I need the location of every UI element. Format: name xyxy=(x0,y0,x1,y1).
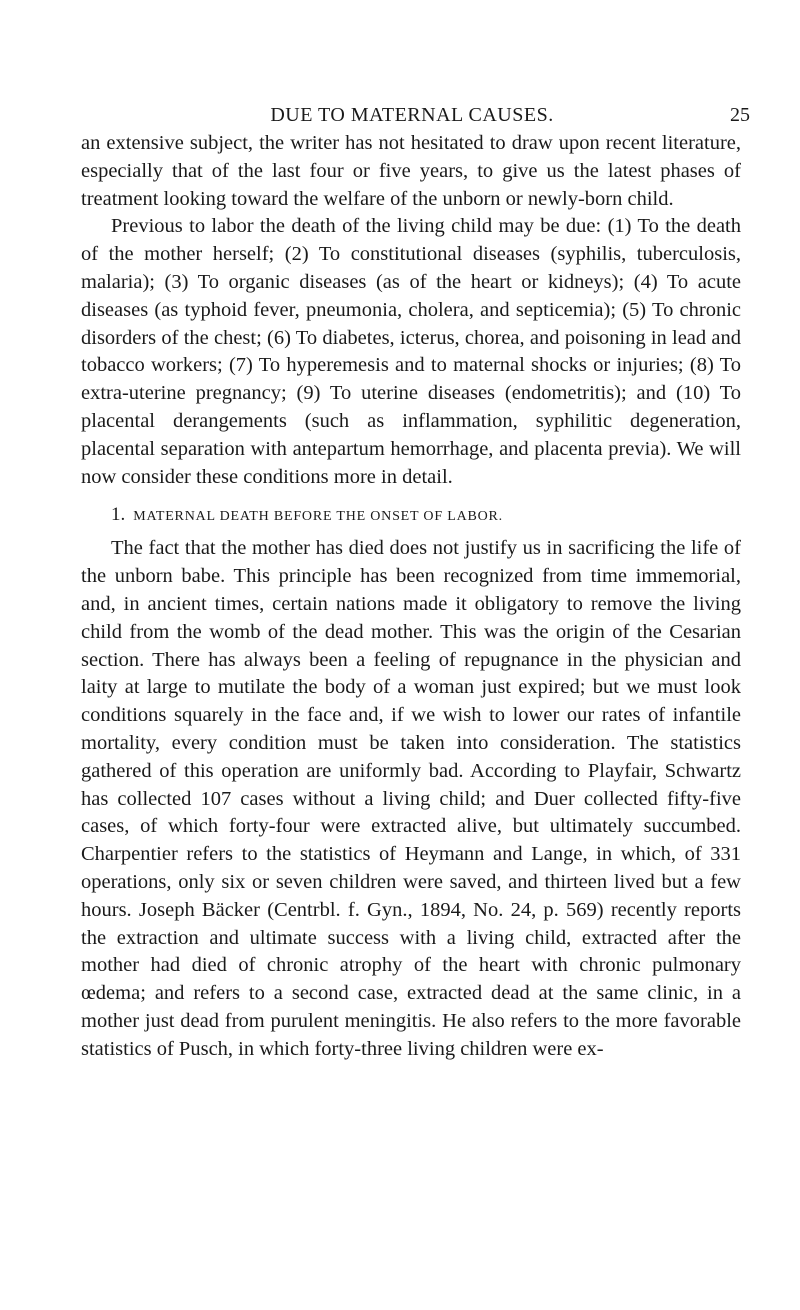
body-text xyxy=(81,130,741,1064)
page-number: 25 xyxy=(730,104,750,126)
running-title: DUE TO MATERNAL CAUSES. xyxy=(270,104,554,126)
section-number: 1. xyxy=(111,504,126,526)
paragraph-causes-list: Previous to labor the death of the living child may be due: (1) To the death of the mother herself; (2) To constitutional diseases (syphilis, tuberculosis, malaria); (3) To organic diseases (as of the heart or kidneys); (4) To acute diseases (as typhoid fever, pneumonia, cholera, and septicemia); (5) To chronic disorders of the chest; (6) To diabetes, icterus, chorea, and poisoning in lead and tobacco workers; (7) To hyperemesis and to maternal shocks or injuries; (8) To extra-uterine pregnancy; (9) To uterine diseases (endometritis); and (10) To placental derangements (such as inflammation, syphilitic degeneration, placental separation with antepartum hemorrhage, and placenta previa). We will now consider these conditions more in detail. xyxy=(81,215,741,488)
paragraph-continuation: an extensive subject, the writer has not hesitated to draw upon recent literature, especially that of the last four or five years, to give us the latest phases of treatment looking toward the welfare of the unborn or newly-born child. xyxy=(81,132,741,210)
section-title: MATERNAL DEATH BEFORE THE ONSET OF LABOR. xyxy=(133,509,503,525)
section-heading xyxy=(111,505,741,527)
paragraph-maternal-death: The fact that the mother has died does not justify us in sacrificing the life of the unborn babe. This principle has been recognized from time immemorial, and, in ancient times, certain nations made it obligatory to remove the living child from the womb of the dead mother. This was the origin of the Cesarian section. There has always been a feeling of repugnance in the physician and laity at large to mutilate the body of a woman just expired; but we must look conditions squarely in the face and, if we wish to lower our rates of infantile mortality, every condition must be taken into consideration. The statistics gathered of this operation are uniformly bad. According to Playfair, Schwartz has collected 107 cases without a living child; and Duer collected fifty-five cases, of which forty-four were extracted alive, but ultimately succumbed. Charpentier refers to the statistics of Heymann and Lange, in which, of 331 operations, only six or seven children were saved, and thirteen lived but a few hours. Joseph Bäcker (Centrbl. f. Gyn., 1894, No. 24, p. 569) recently reports the extraction and ultimate success with a living child, extracted after the mother had died of chronic atrophy of the heart with chronic pulmonary œdema; and refers to a second case, extracted dead at the same clinic, in a mother just dead from purulent meningitis. He also refers to the more favorable statistics of Pusch, in which forty-three living children were ex- xyxy=(81,537,741,1060)
